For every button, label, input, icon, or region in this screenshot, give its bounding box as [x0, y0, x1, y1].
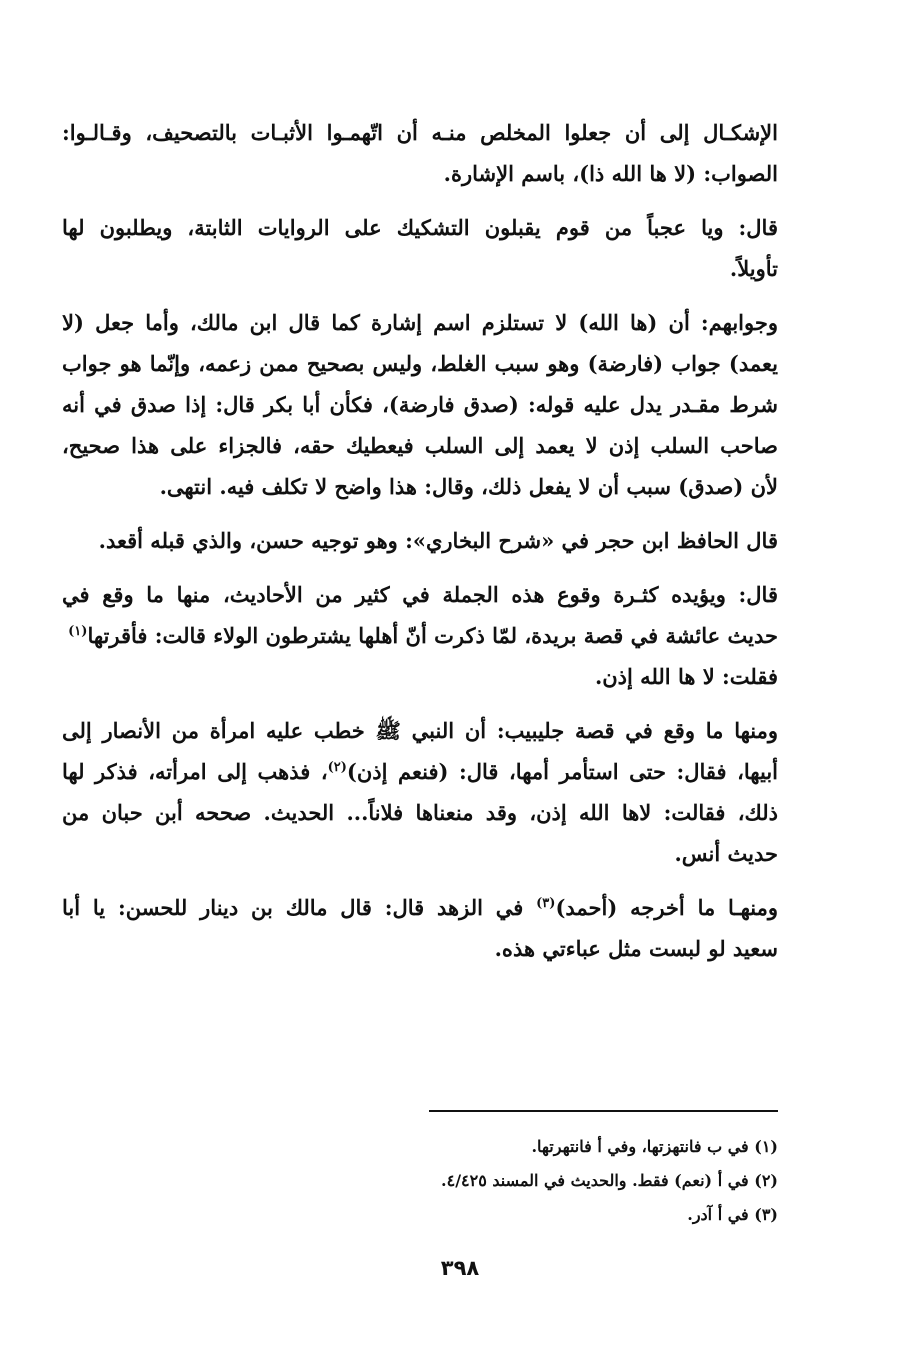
text-run: حديث عائشة في قصة بريدة، لمّا ذكرت أنّ أهلها يشترطون الولاء قالت: فأقرتها [87, 623, 778, 648]
paragraph-1 [62, 112, 778, 194]
text-line [62, 887, 778, 928]
footnote-marker: (١) [68, 624, 88, 639]
text-run: في الزهد قال: قال مالك بن دينار للحسن: يا أبا [62, 895, 537, 920]
text-line: الصواب: (لا ها الله ذا)، باسم الإشارة. [443, 161, 778, 186]
text-line: الإشكـال إلى أن جعلوا المخلص منـه أن اتّهمـوا الأثبـات بالتصحيف، وقـالـوا: [62, 120, 778, 145]
text-line: فقلت: لا ها الله إذن. [594, 664, 778, 689]
text-line: قال: ويؤيده كثـرة وقوع هذه الجملة في كثير من الأحاديث، منها ما وقع في [62, 582, 778, 607]
footnote-separator [429, 1110, 778, 1112]
text-run: ومنهـا ما أخرجه (أحمد) [555, 895, 778, 920]
text-line [62, 615, 778, 656]
page-number: ٣٩٨ [440, 1256, 480, 1280]
text-line: شرط مقـدر يدل عليه قوله: (صدق فارضة)، فكأن أبا بكر قال: إذا صدق في أنه [62, 392, 778, 417]
text-line: قال الحافظ ابن حجر في «شرح البخاري»: وهو توجيه حسن، والذي قبله أقعد. [98, 528, 778, 553]
paragraph-4 [62, 520, 778, 561]
paragraph-6 [62, 710, 778, 874]
text-line: قال: ويا عجباً من قوم يقبلون التشكيك على الروايات الثابتة، ويطلبون لها [62, 215, 778, 240]
paragraph-2 [62, 207, 778, 289]
text-line: صاحب السلب إذن لا يعمد إلى السلب فيعطيك حقه، فالجزاء على هذا صحيح، [62, 433, 778, 458]
footnote-marker: (٣) [536, 896, 556, 911]
text-line [62, 751, 778, 792]
paragraph-3 [62, 302, 778, 507]
text-run: ، فذهب إلى امرأته، فذكر لها [62, 759, 328, 784]
text-run: أبيها، فقال: حتى استأمر أمها، قال: (فنعم إذن) [346, 759, 778, 784]
page-body [62, 112, 778, 982]
paragraph-5 [62, 574, 778, 697]
footnote-marker: (٢) [327, 760, 347, 775]
text-line: لأن (صدق) سبب أن لا يفعل ذلك، وقال: هذا واضح لا تكلف فيه. انتهى. [159, 474, 778, 499]
text-line: سعيد لو لبست مثل عباءتي هذه. [494, 936, 778, 961]
paragraph-7 [62, 887, 778, 969]
footnote-3: (٣) في أ آدر. [687, 1205, 778, 1224]
text-line: يعمد) جواب (فارضة) وهو سبب الغلط، وليس بصحيح ممن زعمه، وإنّما هو جواب [62, 351, 778, 376]
text-line: وجوابهم: أن (ها الله) لا تستلزم اسم إشارة كما قال ابن مالك، وأما جعل (لا [62, 310, 778, 335]
footnotes [62, 1130, 778, 1232]
text-line: ذلك، فقالت: لاها الله إذن، وقد منعناها فلاناً... الحديث. صححه أبن حبان من [62, 800, 778, 825]
footnote-1: (١) في ب فانتهزتها، وفي أ فانتهرتها. [531, 1137, 778, 1156]
text-line: تأويلاً. [729, 256, 778, 281]
footnote-2: (٢) في أ (نعم) فقط. والحديث في المسند ٤/٤٢٥. [441, 1171, 778, 1190]
text-line: حديث أنس. [674, 841, 778, 866]
text-line: ومنها ما وقع في قصة جليبيب: أن النبي ﷺ خطب عليه امرأة من الأنصار إلى [62, 718, 778, 743]
